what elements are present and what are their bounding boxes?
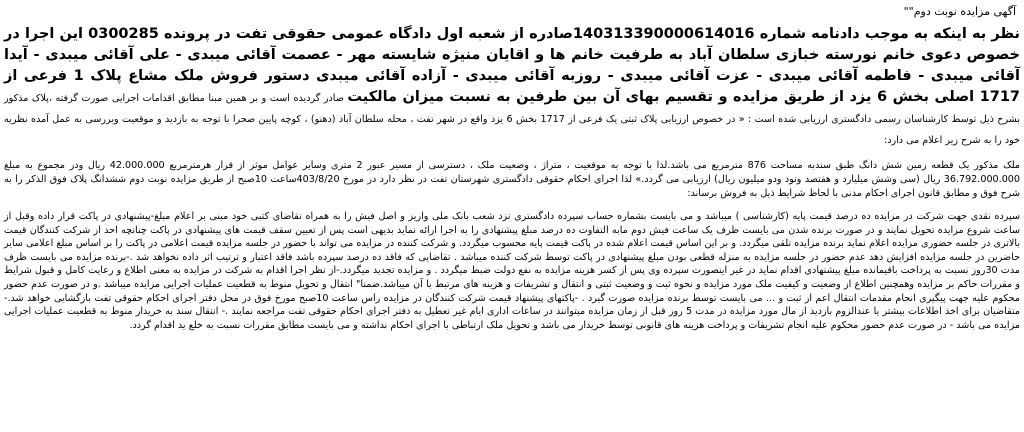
lead-bold-text: نظر به اینکه به موجب دادنامه شماره 140313390000614016صادره از شعبه اول دادگاه عمومی حقوقی تفت در پرونده 0300285 این اجرا در خصوص دعوی خانم نورسته خبازی سلطان آباد به طرفیت خانم ها و اقایان منیژه شایسته مهر - عصمت آقائی میبدی - علی آقائی میبدی - آیدا آقائی میبدی - فاطمه آقائی میبدی - عزت آقائی میبدی - روزبه آقائی میبدی - آزاده آقائی میبدی دستور فروش ملک مشاع پلاک 1 فرعی از 1717 اصلی بخش 6 یزد از طریق مزایده و تقسیم بهای آن بین طرفین به نسبت میزان مالکیت [4, 26, 1021, 105]
property-valuation-paragraph: ملک مذکور یک قطعه زمین شش دانگ طبق سندبه مساحت 876 مترمربع می باشد.لذا با توجه به موقعیت ، متراژ ، وضعیت ملک ، دسترسی از مسیر عبور 2 متری وسایر عوامل موثر از قرار هرمترمربع 42.000.000 ریال ودر مجموع به مبلغ 36.792.000.000 ریال (سی وشش میلیارد و هفتصد ونود ودو میلیون ریال) ارزیابی می گردد.» لذا اجرای احکام حقوقی دادگستری شهرستان تفت در نظر دارد در مورخ 403/8/20ساعت 10صبح از طریق مزایده نوبت دوم ششدانگ پلاک فوق الذکر را به شرح فوق و مطابق قانون اجرای احکام مدنی با لحاظ شرایط ذیل به فروش برساند: [4, 160, 1021, 199]
auction-notice [4, 0, 1020, 432]
notice-lead-paragraph [4, 24, 1020, 150]
auction-conditions-paragraph: سپرده نقدی جهت شرکت در مزایده ده درصد قیمت پایه (کارشناسی ) میباشد و می بایست بشماره حساب سپرده دادگستری نزد شعب بانک ملی واریز و اصل فیش را به همراه تقاضای کتبی خود مبنی بر اعلام مبلغ-پیشنهادی در پاکت قرار داده وقبل از ساعت شروع مزایده تحویل نمایند و در صورت برنده شدن می بایست ظرف یک ساعت فیش دوم مابه التفاوت ده درصد مبلغ پیشنهادی را به اجرا ارائه نماید بدیهی است پس از تعیین سقف قیمت های پیشنهادی در پاکت چنانچه احد از شرکت کنندگان قیمت بالاتری در جلسه حضوری مزایده اعلام نماید برنده مزایده تلقی میگردد. و بر این اساس قیمت اعلام شده در پاکت قیمت پایه محسوب میگردد. و شرکت کننده در مزایده می تواند با حضور در جلسه مزایده قیمت اعلامی در پاکت را بر اساس مبلغ اعلامی سایر حاضرین در جلسه مزایده افزایش دهد عدم حضور در جلسه مزایده به منزله قطعی بودن مبلغ پیشنهادی در پاکت توسط شرکت کننده میباشد . تقاضایی که فاقد ده درصد سپرده باشد فاقد اعتبار و ترتیب اثر داده نخواهد شد .-برنده مزایده می بایست ظرف مدت 30روز نسبت به پرداخت باقیمانده مبلغ پیشنهادی اقدام نماید در غیر اینصورت سپرده وی پس از کسر هزینه مزایده به نفع دولت ضبط میگردد . و مزایده تجدید میگردد.-از نظر اجرا اقدام به شرکت در مزایده به معنی اطلاع و رعایت کامل و قبول شرایط و مقررات حاکم بر مزایده وهمچنین اطلاع از وضعیت و کیفیت ملک مورد مزایده و نحوه ثبت و وضعیت ثبتی و انتقال و تشریفات و هزینه های مرتبط با آن میباشد.ضمنا" انتقال و تحویل منوط به قطعیت عملیات اجرایی مزایده میباشد .و در صورت عدم حضور محکوم علیه جهت پیگیری انجام مقدمات انتقال اعم از ثبت و ... می بایست توسط برنده مزایده صورت گیرد . -پاکتهای پیشنهاد قیمت شرکت کنندگان در مزایده راس ساعت 10صبح مورخ فوق در محل دفتر اجرای احکام حقوقی تفت بازگشایی خواهد شد.-متقاضیان برای اخذ اطلاعات بیشتر یا عندالزوم بازدید از مال مورد مزایده در مدت 5 روز قبل از زمان مزایده میتوانند در ساعات اداری ایام غیر تعطیل به دفتر اجرای احکام حقوقی تفت مراجعه نمایند .- انتقال سند به خریدار منوط به قطعیت عملیات اجرایی مزایده می باشد - در صورت عدم حضور محکوم علیه انجام تشریفات و پرداخت هزینه های قانونی توسط خریدار می باشد و تحویل ملک ارتباطی با اجرای احکام نداشته و می بایست مطابق مقررات نسبت به خلع ید اقدام گردد. [4, 211, 1020, 331]
notice-heading: آگهی مزایده نوبت دوم"" [903, 5, 1016, 18]
lead-continuation-text: صادر گردیده است و بر همین مبنا مطابق اقدامات اجرایی صورت گرفته ،پلاک مذکور بشرح ذیل توسط کارشناسان رسمی دادگستری ارزیابی شده است : « در خصوص ارزیابی پلاک ثبتی یک فرعی از 1717 بخش 6 یزد واقع در شهر تفت ، محله سلطان آباد (دهنو) ، کوچه پایین صحرا با توجه به بازدید و موقعیت وبررسی به عمل آمده نظریه خود را به شرح زیر اعلام می دارد: [4, 93, 1021, 146]
